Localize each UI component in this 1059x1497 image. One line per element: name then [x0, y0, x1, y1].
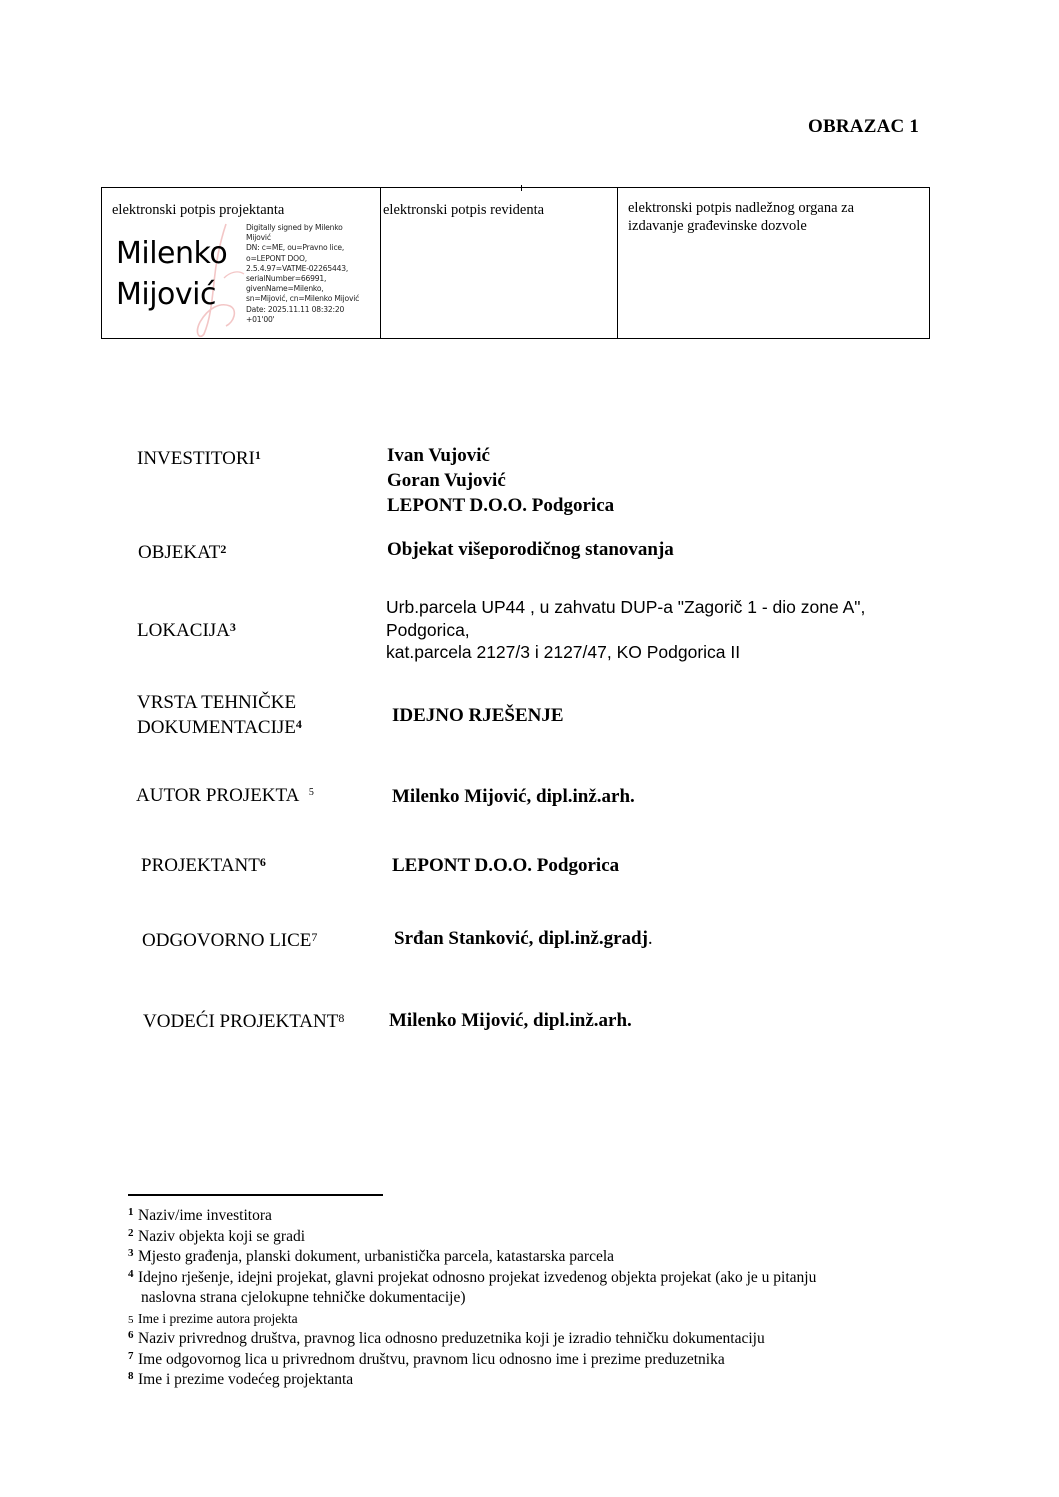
footnote-text: Ime i prezime vodećeg projektanta — [138, 1371, 354, 1388]
signature-detail-line: Date: 2025.11.11 08:32:20 — [246, 304, 345, 314]
vodeci-projektant-value: Milenko Mijović, dipl.inž.arh. — [389, 1010, 632, 1031]
designer-signature-cell — [102, 188, 381, 338]
investitori-label-text: INVESTITORI — [137, 448, 255, 469]
footnote-number: 2 — [128, 1226, 134, 1239]
footnote — [128, 1329, 928, 1350]
location-line: kat.parcela 2127/3 i 2127/47, KO Podgorica II — [386, 642, 741, 662]
reviewer-signature-cell — [381, 188, 618, 338]
footnote — [128, 1227, 928, 1248]
footnote-number: 7 — [128, 1349, 134, 1362]
form-title: OBRAZAC 1 — [808, 116, 920, 137]
footnote — [128, 1247, 928, 1268]
signature-detail-line: 2.5.4.97=VATME-02265443, — [246, 263, 349, 273]
footnote — [128, 1309, 928, 1330]
footnote — [128, 1370, 928, 1391]
autor-value: Milenko Mijović, dipl.inž.arh. — [392, 786, 635, 807]
signature-detail-line: givenName=Milenko, — [246, 284, 324, 294]
lokacija-label-text: LOKACIJA — [137, 620, 230, 641]
location-line: Urb.parcela UP44 , u zahvatu DUP-a "Zagorič 1 - dio zone A", — [386, 597, 866, 617]
footnote — [128, 1268, 928, 1309]
investor-name: LEPONT D.O.O. Podgorica — [387, 495, 615, 516]
authority-signature-label: elektronski potpis nadležnog organa za izdavanje građevinske dozvole — [628, 200, 855, 234]
vodeci-projektant-label-text: VODEĆI PROJEKTANT — [143, 1011, 339, 1032]
footnote-number: 4 — [128, 1267, 134, 1280]
lokacija-label — [137, 618, 236, 643]
autor-label — [136, 783, 314, 808]
vrsta-label-line2: DOKUMENTACIJE — [137, 717, 296, 738]
odgovorno-lice-label — [142, 928, 317, 953]
objekat-label-text: OBJEKAT — [138, 542, 221, 563]
footnote-text: Ime i prezime autora projekta — [138, 1310, 298, 1326]
objekat-label — [138, 540, 226, 565]
lokacija-footnote-ref: 3 — [229, 620, 236, 634]
objekat-value: Objekat višeporodičnog stanovanja — [387, 539, 674, 560]
odgovorno-lice-value-tail: . — [647, 928, 653, 949]
footnotes — [128, 1206, 928, 1391]
vodeci-projektant-footnote-ref: 8 — [338, 1011, 345, 1025]
vodeci-projektant-label — [143, 1009, 344, 1034]
odgovorno-lice-value — [394, 926, 653, 951]
odgovorno-lice-footnote-ref: 7 — [311, 930, 318, 944]
signature-last-name: Mijović — [116, 277, 216, 312]
objekat-footnote-ref: 2 — [220, 542, 227, 556]
footnote-text-continuation: naslovna strana cjelokupne tehničke dokumentacije) — [141, 1289, 466, 1306]
reviewer-signature-label: elektronski potpis revidenta — [383, 202, 545, 218]
signature-detail-line: +01'00' — [246, 314, 275, 324]
footnote-text: Naziv objekta koji se gradi — [138, 1227, 306, 1245]
designer-signature-label: elektronski potpis projektanta — [112, 202, 285, 218]
odgovorno-lice-value-text: Srđan Stanković, dipl.inž.gradj — [394, 928, 648, 949]
signature-detail-line: o=LEPONT DOO, — [246, 253, 307, 263]
footnote-text: Mjesto građenja, planski dokument, urbanistička parcela, katastarska parcela — [138, 1248, 615, 1265]
projektant-label — [141, 853, 266, 878]
footnote-text: Naziv/ime investitora — [138, 1207, 272, 1224]
footnote-text: Idejno rješenje, idejni projekat, glavni projekat odnosno projekat izvedenog objekta projekat (ako je u pitanju — [138, 1268, 817, 1286]
signature-details — [246, 223, 378, 325]
signature-detail-line: serialNumber=66991, — [246, 274, 327, 284]
signature-detail-line: sn=Mijović, cn=Milenko Mijović — [246, 294, 360, 304]
signature-detail-line: Digitally signed by Milenko — [246, 223, 343, 232]
footnote-number: 8 — [128, 1370, 134, 1382]
footnote-text: Naziv privrednog društva, pravnog lica odnosno preduzetnika koji je izradio tehničku dokumentaciju — [138, 1330, 765, 1347]
footnote-number: 1 — [128, 1206, 134, 1218]
investor-name: Goran Vujović — [387, 470, 506, 491]
investitori-footnote-ref: 1 — [254, 448, 261, 462]
investor-name: Ivan Vujović — [387, 445, 490, 466]
signature-name — [116, 233, 227, 315]
authority-signature-cell — [618, 188, 929, 338]
signature-detail-line: Mijović — [246, 233, 271, 243]
location-line: Podgorica, — [386, 619, 470, 640]
footnote-text: Ime odgovornog lica u privrednom društvu, pravnom licu odnosno ime i prezime preduzetnika — [138, 1350, 725, 1368]
odgovorno-lice-label-text: ODGOVORNO LICE — [142, 930, 312, 951]
footnote-number: 5 — [128, 1313, 134, 1326]
vrsta-value: IDEJNO RJEŠENJE — [392, 705, 564, 726]
footnote — [128, 1206, 928, 1227]
projektant-footnote-ref: 6 — [259, 855, 266, 869]
signature-first-name: Milenko — [116, 236, 228, 271]
footnote-separator — [128, 1194, 383, 1196]
autor-label-text: AUTOR PROJEKTA — [136, 785, 300, 806]
lokacija-values — [386, 596, 865, 664]
vrsta-footnote-ref: 4 — [295, 717, 302, 731]
investitori-label — [137, 446, 261, 471]
signature-table — [101, 187, 930, 339]
vrsta-label-line2-wrap — [137, 715, 302, 740]
footnote-number: 6 — [128, 1329, 134, 1341]
signature-detail-line: DN: c=ME, ou=Pravno lice, — [246, 243, 345, 253]
vrsta-label — [137, 690, 302, 740]
autor-footnote-ref: 5 — [308, 787, 314, 798]
projektant-label-text: PROJEKTANT — [141, 855, 260, 876]
vrsta-label-line1: VRSTA TEHNIČKE — [137, 692, 297, 713]
investitori-values — [387, 443, 614, 518]
footnote-number: 3 — [128, 1247, 134, 1259]
footnote — [128, 1350, 928, 1371]
projektant-value: LEPONT D.O.O. Podgorica — [392, 855, 620, 876]
